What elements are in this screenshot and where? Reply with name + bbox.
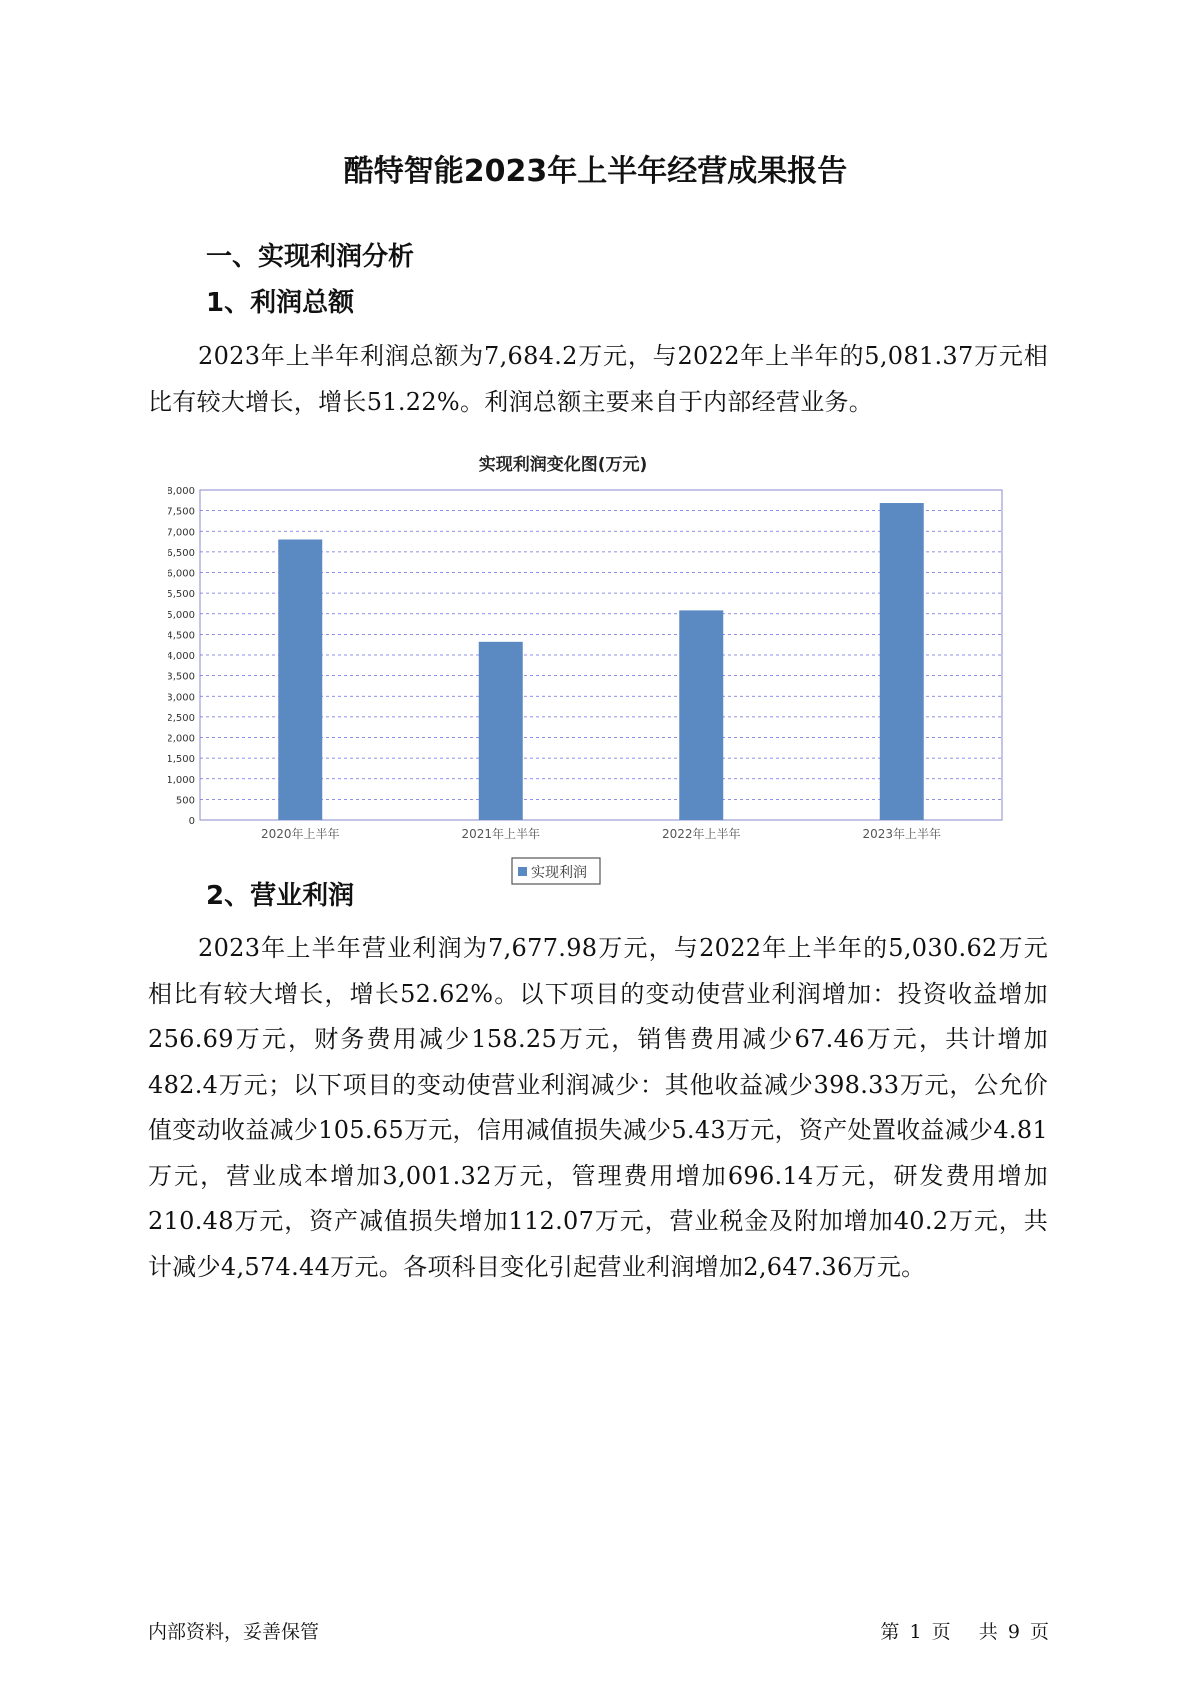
page-prefix: 第 bbox=[880, 1621, 900, 1643]
y-tick-label: 7,000 bbox=[168, 527, 195, 539]
y-tick-label: 3,000 bbox=[168, 692, 195, 704]
footer-confidential-note: 内部资料，妥善保管 bbox=[148, 1621, 320, 1643]
bar-1 bbox=[278, 540, 322, 821]
x-tick-label: 2021年上半年 bbox=[461, 827, 541, 841]
y-axis-ticks bbox=[168, 486, 195, 827]
y-tick-label: 5,500 bbox=[168, 589, 195, 601]
chart-svg bbox=[168, 450, 1023, 910]
x-axis-ticks bbox=[261, 826, 941, 841]
x-tick-label: 2023年上半年 bbox=[862, 827, 942, 841]
subsection-heading-operating-profit: 2、营业利润 bbox=[206, 881, 355, 911]
legend-label-realized-profit: 实现利润 bbox=[531, 865, 587, 881]
subsection-heading-total-profit: 1、利润总额 bbox=[206, 288, 355, 318]
y-tick-label: 6,000 bbox=[168, 568, 195, 580]
bar-4 bbox=[880, 503, 924, 820]
y-tick-label: 500 bbox=[175, 795, 195, 807]
y-tick-label: 7,500 bbox=[168, 506, 195, 518]
y-tick-label: 1,500 bbox=[168, 754, 195, 766]
y-tick-label: 2,000 bbox=[168, 733, 195, 745]
x-tick-label: 2022年上半年 bbox=[661, 827, 741, 841]
y-tick-label: 4,500 bbox=[168, 630, 195, 642]
x-tick-label: 2020年上半年 bbox=[260, 827, 340, 841]
total-profit-paragraph: 2023年上半年利润总额为7,684.2万元，与2022年上半年的5,081.37万元相比有较大增长，增长51.22%。利润总额主要来自于内部经营业务。 bbox=[148, 342, 1048, 416]
page-unit: 页 bbox=[931, 1621, 951, 1643]
y-tick-label: 6,500 bbox=[168, 547, 195, 559]
chart-title: 实现利润变化图(万元) bbox=[478, 455, 648, 475]
total-pages: 9 bbox=[1007, 1621, 1020, 1643]
bar-3 bbox=[679, 610, 723, 820]
y-tick-label: 1,000 bbox=[168, 774, 195, 786]
operating-profit-paragraph: 2023年上半年营业利润为7,677.98万元，与2022年上半年的5,030.62万元相比有较大增长，增长52.62%。以下项目的变动使营业利润增加：投资收益增加256.69万元，财务费用减少158.25万元，销售费用减少67.46万元，共计增加482.4万元；以下项目的变动使营业利润减少：其他收益减少398.33万元，公允价值变动收益减少105.65万元，信用减值损失减少5.43万元，资产处置收益减少4.81万元，营业成本增加3,001.32万元，管理费用增加696.14万元，研发费用增加210.48万元，资产减值损失增加112.07万元，营业税金及附加增加40.2万元，共计减少4,574.44万元。各项科目变化引起营业利润增加2,647.36万元。 bbox=[148, 934, 1048, 1281]
total-unit: 页 bbox=[1029, 1621, 1049, 1643]
legend bbox=[512, 858, 600, 884]
y-tick-label: 5,000 bbox=[168, 609, 195, 621]
section-heading-profit-analysis: 一、实现利润分析 bbox=[206, 242, 415, 272]
y-tick-label: 2,500 bbox=[168, 712, 195, 724]
profit-bar-chart bbox=[168, 450, 1023, 910]
y-tick-label: 3,500 bbox=[168, 671, 195, 683]
bar-2 bbox=[479, 642, 523, 820]
y-tick-label: 8,000 bbox=[168, 486, 195, 497]
total-prefix: 共 bbox=[978, 1621, 998, 1643]
page-title: 酷特智能2023年上半年经营成果报告 bbox=[343, 154, 848, 189]
legend-swatch bbox=[518, 867, 527, 876]
footer-page-info bbox=[878, 1617, 1051, 1644]
page-number: 1 bbox=[909, 1621, 922, 1643]
y-tick-label: 0 bbox=[188, 816, 195, 827]
y-tick-label: 4,000 bbox=[168, 651, 195, 662]
